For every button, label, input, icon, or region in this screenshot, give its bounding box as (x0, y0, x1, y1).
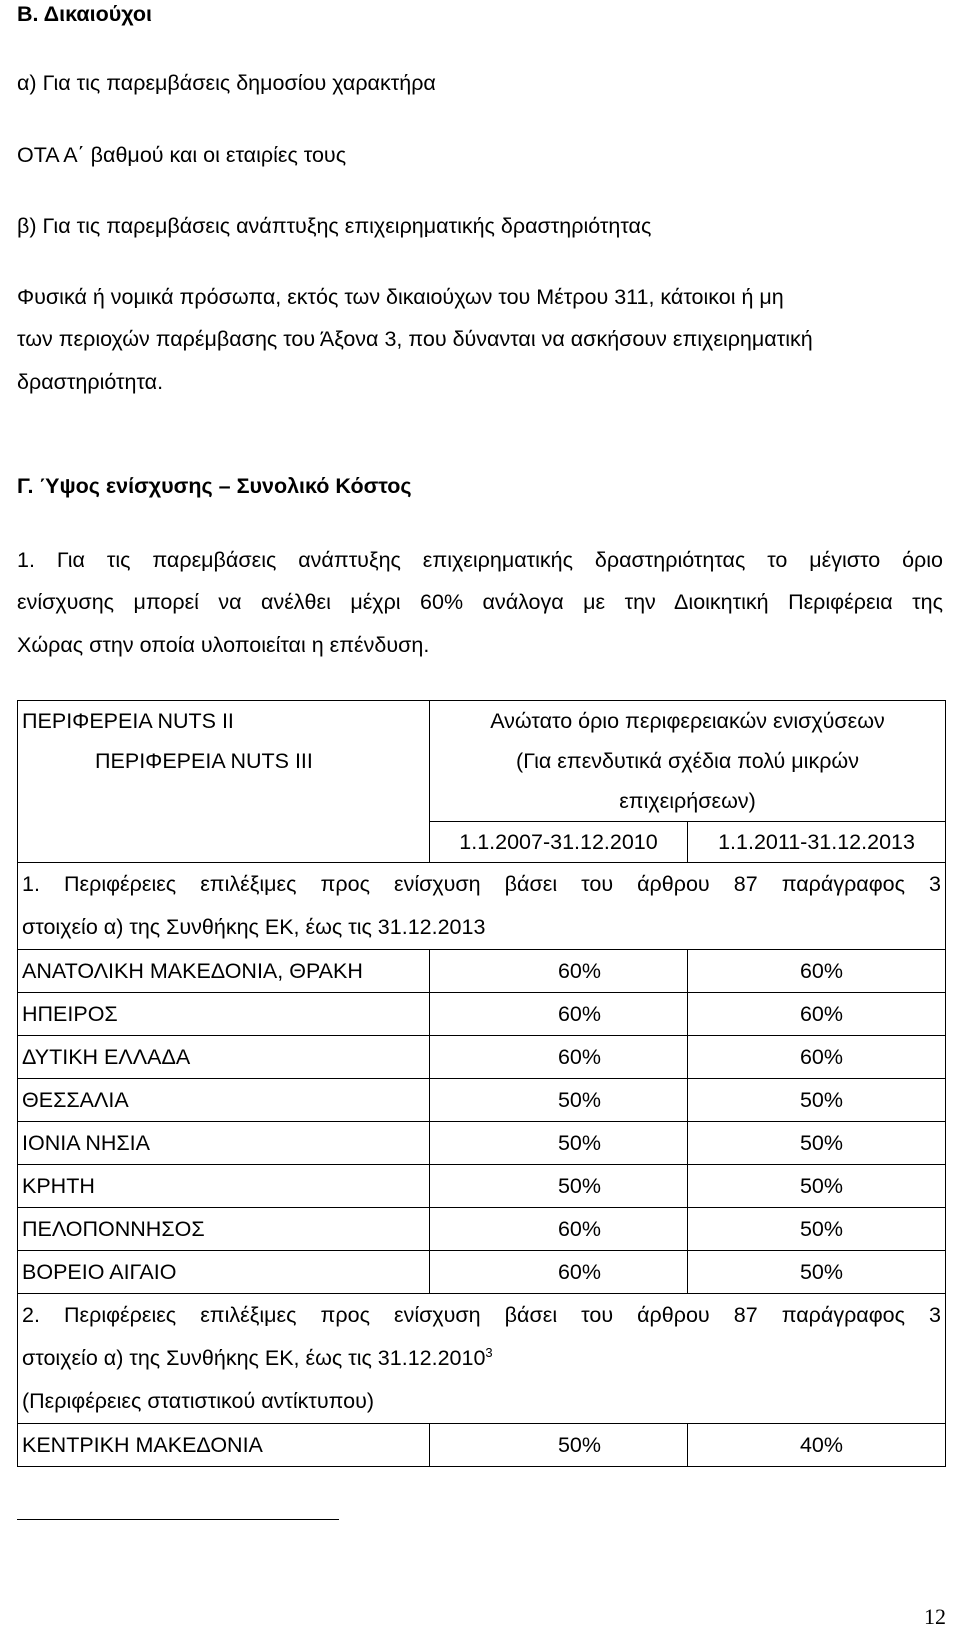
table-row (18, 1079, 946, 1122)
table-row (18, 1208, 946, 1251)
beneficiary-a-text: ΟΤΑ Α΄ βαθμού και οι εταιρίες τους (17, 143, 347, 167)
region-name: ΠΕΛΟΠΟΝΝΗΣΟΣ (18, 1208, 430, 1251)
beneficiary-b-text-3: δραστηριότητα. (17, 370, 164, 394)
footnote-ref: 3 (485, 1345, 493, 1360)
table-row (18, 993, 946, 1036)
beneficiary-b-text-2: των περιοχών παρέμβασης του Άξονα 3, που δύνανται να ασκήσουν επιχειρηματική (17, 327, 813, 351)
max-aid-header-line-1: Ανώτατο όριο περιφερειακών ενισχύσεων (490, 709, 885, 733)
aid-rate-2011-2013: 50% (688, 1165, 946, 1208)
region-name: ΚΡΗΤΗ (18, 1165, 430, 1208)
aid-paragraph-line-2: ενίσχυσης μπορεί να ανέλθει μέχρι 60% ανάλογα με την Διοικητική Περιφέρεια της (17, 590, 943, 614)
beneficiary-b-label: β) Για τις παρεμβάσεις ανάπτυξης επιχειρηματικής δραστηριότητας (17, 214, 652, 238)
table-row (18, 1036, 946, 1079)
max-aid-header-cell (430, 701, 946, 822)
aid-rate-2011-2013: 50% (688, 1079, 946, 1122)
region-name: ΒΟΡΕΙΟ ΑΙΓΑΙΟ (18, 1251, 430, 1294)
group-2-line-2: στοιχείο α) της Συνθήκης ΕΚ, έως τις 31.12.2010 (22, 1346, 486, 1370)
aid-paragraph-line-1: 1. Για τις παρεμβάσεις ανάπτυξης επιχειρηματικής δραστηριότητας το μέγιστο όριο (17, 548, 943, 572)
region-name: ΗΠΕΙΡΟΣ (18, 993, 430, 1036)
aid-rate-2007-2010: 50% (430, 1165, 688, 1208)
aid-intensity-table (17, 700, 946, 1467)
group-2-line-2-wrap (22, 1337, 941, 1380)
beneficiary-b-text-1: Φυσικά ή νομικά πρόσωπα, εκτός των δικαιούχων του Μέτρου 311, κάτοικοι ή μη (17, 285, 784, 309)
beneficiary-a-label: α) Για τις παρεμβάσεις δημοσίου χαρακτήρα (17, 71, 436, 95)
region-name: ΑΝΑΤΟΛΙΚΗ ΜΑΚΕΔΟΝΙΑ, ΘΡΑΚΗ (18, 950, 430, 993)
aid-rate-2007-2010: 60% (430, 1251, 688, 1294)
period-header-2007-2010: 1.1.2007-31.12.2010 (430, 822, 688, 863)
period-header-2011-2013: 1.1.2011-31.12.2013 (688, 822, 946, 863)
aid-rate-2011-2013: 40% (688, 1424, 946, 1467)
aid-rate-2007-2010: 60% (430, 1208, 688, 1251)
region-name: ΔΥΤΙΚΗ ΕΛΛΑΔΑ (18, 1036, 430, 1079)
aid-rate-2007-2010: 50% (430, 1079, 688, 1122)
group-1-line-2: στοιχείο α) της Συνθήκης ΕΚ, έως τις 31.12.2013 (22, 915, 486, 939)
page-number: 12 (924, 1604, 946, 1629)
table-row (18, 1424, 946, 1467)
section-b-heading: Β. Δικαιούχοι (17, 2, 152, 26)
footnote-separator (17, 1519, 339, 1520)
table-row (18, 1122, 946, 1165)
max-aid-header-line-3: επιχειρήσεων) (619, 789, 756, 813)
aid-rate-2011-2013: 50% (688, 1251, 946, 1294)
aid-paragraph-line-3: Χώρας στην οποία υλοποιείται η επένδυση. (17, 633, 430, 657)
aid-rate-2011-2013: 50% (688, 1122, 946, 1165)
aid-rate-2011-2013: 60% (688, 1036, 946, 1079)
group-2-heading (18, 1294, 946, 1424)
aid-rate-2011-2013: 60% (688, 950, 946, 993)
region-name: ΙΟΝΙΑ ΝΗΣΙΑ (18, 1122, 430, 1165)
max-aid-header-line-2: (Για επενδυτικά σχέδια πολύ μικρών (516, 749, 859, 773)
aid-rate-2007-2010: 50% (430, 1424, 688, 1467)
aid-rate-2007-2010: 60% (430, 993, 688, 1036)
group-1-heading (18, 863, 946, 950)
aid-rate-2011-2013: 50% (688, 1208, 946, 1251)
aid-rate-2011-2013: 60% (688, 993, 946, 1036)
table-row (18, 1251, 946, 1294)
table-row (18, 950, 946, 993)
region-name: ΘΕΣΣΑΛΙΑ (18, 1079, 430, 1122)
aid-rate-2007-2010: 60% (430, 950, 688, 993)
table-row (18, 1165, 946, 1208)
group-2-line-1: 2. Περιφέρειες επιλέξιμες προς ενίσχυση βάσει του άρθρου 87 παράγραφος 3 (22, 1303, 942, 1327)
nuts3-header: ΠΕΡΙΦΕΡΕΙΑ NUTS III (95, 749, 313, 773)
region-name: ΚΕΝΤΡΙΚΗ ΜΑΚΕΔΟΝΙΑ (18, 1424, 430, 1467)
group-2-line-3: (Περιφέρειες στατιστικού αντίκτυπου) (22, 1389, 375, 1413)
aid-rate-2007-2010: 50% (430, 1122, 688, 1165)
section-c-heading: Γ. Ύψος ενίσχυσης – Συνολικό Κόστος (17, 474, 412, 498)
region-header-cell (18, 701, 430, 863)
aid-rate-2007-2010: 60% (430, 1036, 688, 1079)
nuts2-header: ΠΕΡΙΦΕΡΕΙΑ NUTS II (22, 709, 234, 733)
group-1-line-1: 1. Περιφέρειες επιλέξιμες προς ενίσχυση βάσει του άρθρου 87 παράγραφος 3 (22, 872, 942, 896)
